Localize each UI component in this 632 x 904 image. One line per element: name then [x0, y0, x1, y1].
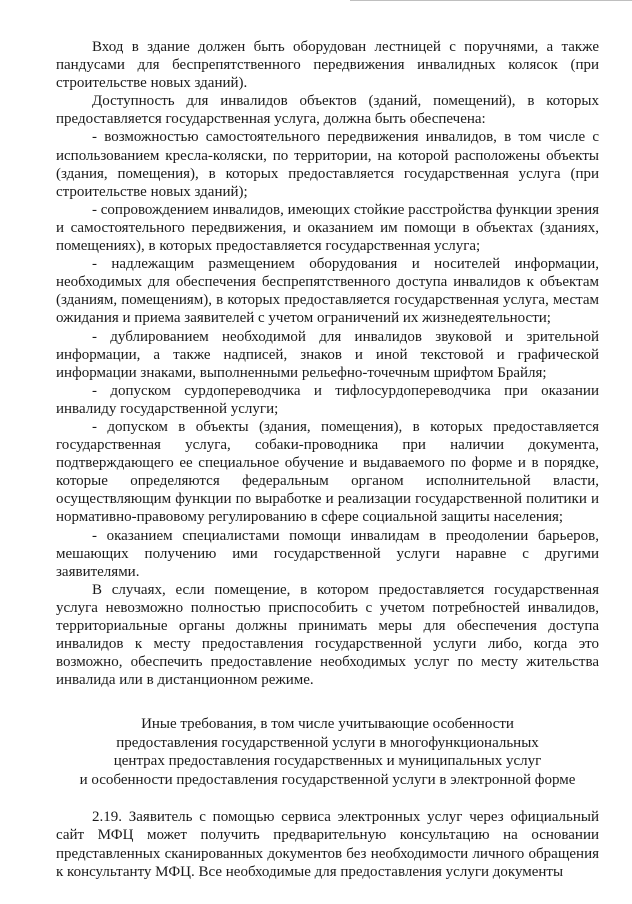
paragraph-alternative-measures: В случаях, если помещение, в котором предоставляется государственная услуга невозможно полностью приспособить с учетом потребностей инвалидов, территориальные органы должны принимать меры для обеспечения доступа инвалидов к месту предоставления государственной услуги либо, когда это возможно, обеспечить предоставление необходимых услуг по месту жительства инвалида или в дистанционном режиме.: [56, 581, 599, 689]
document-page: [56, 38, 599, 881]
heading-line: центрах предоставления государственных и муниципальных услуг: [113, 753, 542, 770]
paragraph-2-19: 2.19. Заявитель с помощью сервиса электронных услуг через официальный сайт МФЦ может получить предварительную консультацию на основании представленных сканированных документов без необходимости личного обращения к консультанту МФЦ. Все необходимые для предоставления услуги документы: [56, 809, 599, 880]
list-item-interpreter: - допуском сурдопереводчика и тифлосурдопереводчика при оказании инвалиду государственной услуги;: [56, 382, 599, 417]
list-item-assistance: - оказанием специалистами помощи инвалидам в преодолении барьеров, мешающих получению ими государственной услуги наравне с другими заявителями.: [56, 527, 599, 580]
list-item-braille: - дублированием необходимой для инвалидов звуковой и зрительной информации, а также надписей, знаков и иной текстовой и графической информации знаками, выполненными рельефно-точечным шрифтом Брайля;: [56, 328, 599, 381]
section-heading: [56, 715, 599, 789]
list-item-guide-dog: - допуском в объекты (здания, помещения), в которых предоставляется государственная услуга, собаки-проводника при наличии документа, подтверждающего ее специальное обучение и выдаваемого по форме и в порядке, которые определяются федеральным органом исполнительной власти, осуществляющим функции по выработке и реализации государственной политики и нормативно-правовому регулированию в сфере социальной защиты населения;: [56, 418, 599, 526]
heading-line: Иные требования, в том числе учитывающие особенности: [141, 716, 514, 733]
heading-line: и особенности предоставления государственной услуги в электронной форме: [79, 771, 576, 788]
list-item-escort: - сопровождением инвалидов, имеющих стойкие расстройства функции зрения и самостоятельного передвижения, и оказанием им помощи в объектах (зданиях, помещениях), в которых предоставляется государственная услуга;: [56, 201, 599, 255]
heading-line: предоставления государственной услуги в многофункциональных: [116, 734, 539, 751]
list-item-equipment: - надлежащим размещением оборудования и носителей информации, необходимых для обеспечения беспрепятственного доступа инвалидов к объектам (зданиям, помещениям), в которых предоставляется государственная услуга, местам ожидания и приема заявителей с учетом ограничений их жизнедеятельности;: [56, 256, 599, 327]
paragraph-entrance: Вход в здание должен быть оборудован лестницей с поручнями, а также пандусами для беспрепятственного передвижения инвалидных колясок (при строительстве новых зданий).: [56, 39, 599, 92]
paragraph-accessibility-intro: Доступность для инвалидов объектов (зданий, помещений), в которых предоставляется государственная услуга, должна быть обеспечена:: [56, 93, 599, 128]
header-rule: [350, 0, 632, 1]
list-item-movement: - возможностью самостоятельного передвижения инвалидов, в том числе с использованием кресла-коляски, по территории, на которой расположены объекты (здания, помещения), в которых предоставляется государственная услуга (при строительстве новых зданий);: [56, 129, 599, 200]
